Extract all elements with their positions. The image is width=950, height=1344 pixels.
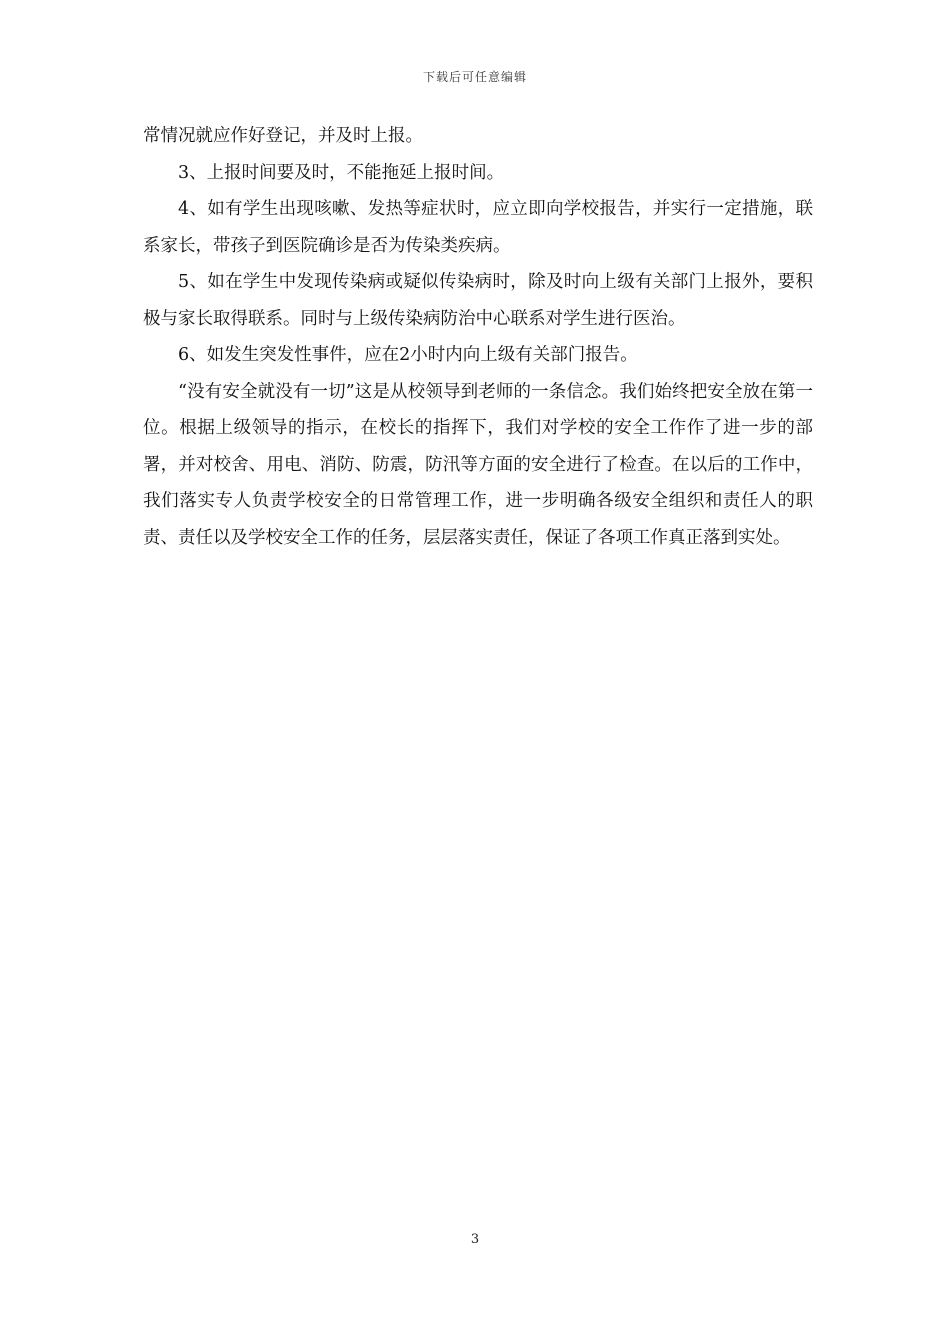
paragraph-item-3: 3、上报时间要及时，不能拖延上报时间。 bbox=[178, 162, 505, 183]
header-note: 下载后可任意编辑 bbox=[422, 70, 527, 84]
paragraph-item-6: 6、如发生突发性事件，应在2小时内向上级有关部门报告。 bbox=[178, 345, 638, 365]
paragraph-item-5: 5、如在学生中发现传染病或疑似传染病时，除及时向上级有关部门上报外，要积极与家长取得联系。同时与上级传染病防治中心联系对学生进行医治。 bbox=[143, 272, 813, 329]
page-number: 3 bbox=[470, 1232, 480, 1247]
paragraph-continuation: 常情况就应作好登记，并及时上报。 bbox=[143, 126, 423, 146]
paragraph-item-4: 4、如有学生出现咳嗽、发热等症状时，应立即向学校报告，并实行一定措施，联系家长，带孩子到医院确诊是否为传染类疾病。 bbox=[143, 199, 813, 256]
document-body bbox=[143, 118, 813, 556]
paragraph-summary: “没有安全就没有一切”这是从校领导到老师的一条信念。我们始终把安全放在第一位。根据上级领导的指示，在校长的指挥下，我们对学校的安全工作作了进一步的部署，并对校舍、用电、消防、防震，防汛等方面的安全进行了检查。在以后的工作中，我们落实专人负责学校安全的日常管理工作，进一步明确各级安全组织和责任人的职责、责任以及学校安全工作的任务，层层落实责任，保证了各项工作真正落到实处。 bbox=[143, 381, 813, 548]
